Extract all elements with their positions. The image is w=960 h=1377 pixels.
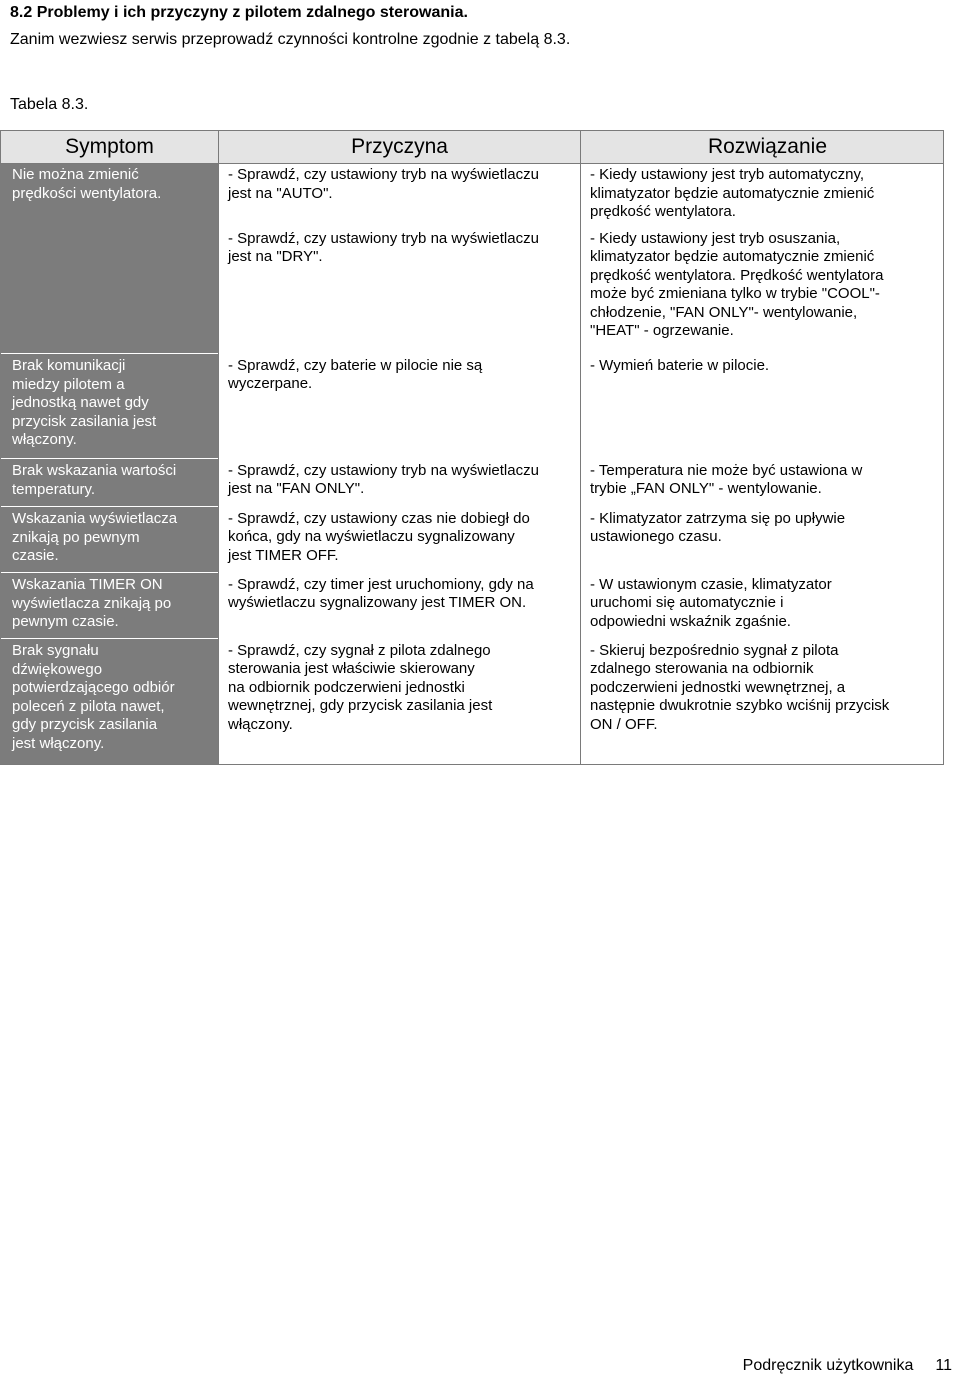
page-number: 11 [935, 1357, 952, 1374]
cause-cell: - Sprawdź, czy timer jest uruchomiony, gdy na wyświetlaczu sygnalizowany jest TIMER ON. [228, 575, 534, 611]
solution-cell: - Kiedy ustawiony jest tryb osuszania, klimatyzator będzie automatycznie zmienić prędkość wentylatora. Prędkość wentylatora może być zmieniana tylko w trybie "COOL"- chłodzenie, "FAN ONLY"- wentylowanie, "HEAT" - ogrzewanie. [590, 229, 884, 339]
table-caption: Tabela 8.3. [10, 96, 89, 113]
table-row [1, 164, 944, 230]
table-row [1, 573, 944, 639]
page-footer [743, 1356, 952, 1376]
solution-cell: - Temperatura nie może być ustawiona w trybie „FAN ONLY" - wentylowanie. [590, 461, 863, 497]
symptom-cell: Brak komunikacji miedzy pilotem a jednostką nawet gdy przycisk zasilania jest włączony. [12, 357, 157, 448]
troubleshooting-table [0, 130, 944, 765]
cause-cell: - Sprawdź, czy ustawiony tryb na wyświetlaczu jest na "AUTO". [228, 166, 539, 202]
cause-cell: - Sprawdź, czy sygnał z pilota zdalnego sterowania jest właściwie skierowany na odbiornik podczerwieni jednostki wewnętrznej, gdy przycisk zasilania jest włączony. [228, 641, 493, 733]
symptom-cell: Wskazania wyświetlacza znikają po pewnym czasie. [12, 510, 178, 564]
footer-title: Podręcznik użytkownika [742, 1357, 914, 1374]
header-symptom: Symptom [1, 131, 219, 164]
symptom-cell: Nie można zmienić prędkości wentylatora. [12, 166, 162, 202]
cause-cell: - Sprawdź, czy ustawiony tryb na wyświetlaczu jest na "FAN ONLY". [228, 461, 539, 497]
section-heading: 8.2 Problemy i ich przyczyny z pilotem zdalnego sterowania. [10, 4, 468, 21]
symptom-cell: Wskazania TIMER ON wyświetlacza znikają po pewnym czasie. [12, 576, 172, 630]
table-row [1, 459, 944, 507]
table-row [1, 354, 944, 459]
table-row [1, 230, 944, 354]
header-solution: Rozwiązanie [581, 131, 944, 164]
cause-cell: - Sprawdź, czy baterie w pilocie nie są wyczerpane. [228, 356, 483, 392]
table-row [1, 507, 944, 573]
table-row [1, 639, 944, 765]
solution-cell: - Kiedy ustawiony jest tryb automatyczny, klimatyzator będzie automatycznie zmienić prędkość wentylatora. [590, 166, 875, 220]
solution-cell: - Wymień baterie w pilocie. [590, 356, 770, 374]
solution-cell: - W ustawionym czasie, klimatyzator uruchomi się automatycznie i odpowiedni wskaźnik zgaśnie. [590, 575, 832, 630]
table-header-row [1, 131, 944, 164]
section-intro: Zanim wezwiesz serwis przeprowadź czynności kontrolne zgodnie z tabelą 8.3. [10, 31, 571, 48]
symptom-cell: Brak sygnału dźwiękowego potwierdzającego odbiór poleceń z pilota nawet, gdy przycisk zasilania jest włączony. [12, 642, 175, 752]
cause-cell: - Sprawdź, czy ustawiony czas nie dobiegł do końca, gdy na wyświetlaczu sygnalizowany jest TIMER OFF. [228, 509, 530, 564]
solution-cell: - Skieruj bezpośrednio sygnał z pilota zdalnego sterowania na odbiornik podczerwieni jednostki wewnętrznej, a następnie dwukrotnie szybko wciśnij przycisk ON / OFF. [590, 641, 890, 733]
cause-cell: - Sprawdź, czy ustawiony tryb na wyświetlaczu jest na "DRY". [228, 229, 539, 265]
symptom-cell: Brak wskazania wartości temperatury. [12, 462, 177, 498]
header-cause: Przyczyna [219, 131, 581, 164]
solution-cell: - Klimatyzator zatrzyma się po upływie ustawionego czasu. [590, 509, 846, 545]
